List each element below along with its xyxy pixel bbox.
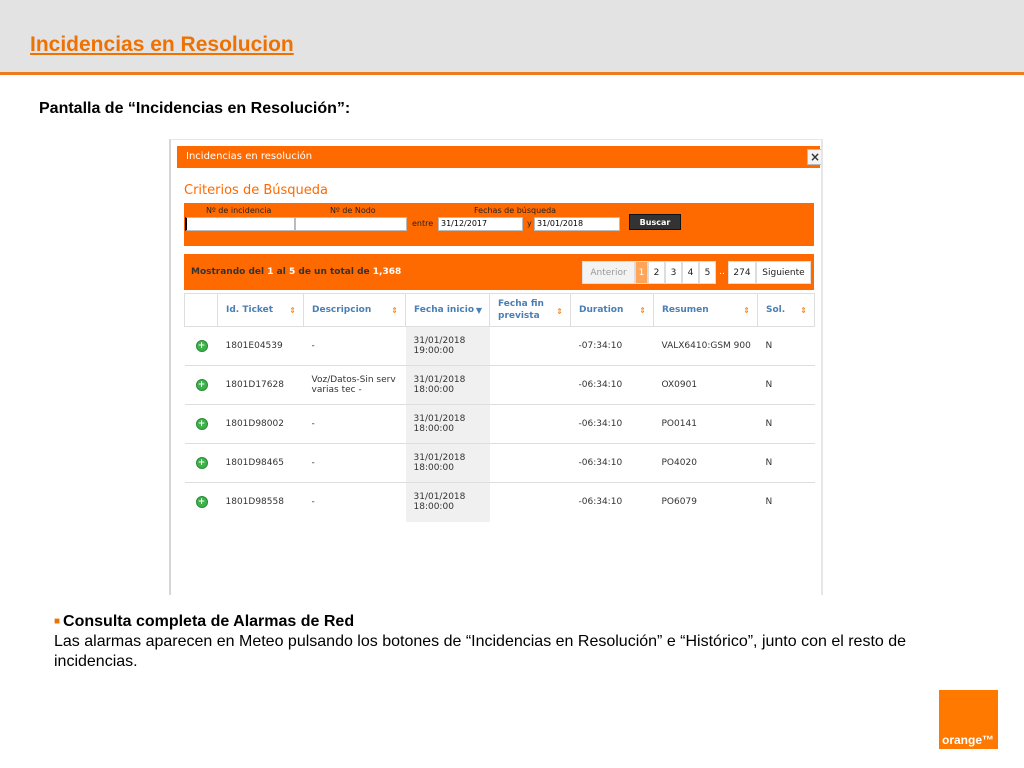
summary-cell: PO6079 <box>654 483 758 522</box>
start-date-cell <box>406 405 490 444</box>
row-action-cell <box>185 366 218 405</box>
table-header-row <box>185 294 815 327</box>
column-header-ticket[interactable] <box>218 294 304 327</box>
add-circle-icon[interactable]: + <box>196 496 208 508</box>
start-time: 18:00:00 <box>413 463 454 473</box>
sort-arrows-icon[interactable]: ⇕ <box>391 306 398 315</box>
start-time: 19:00:00 <box>413 346 454 356</box>
between-label: entre <box>412 219 434 228</box>
start-date: 31/01/2018 <box>413 453 466 463</box>
incidents-table <box>184 293 815 522</box>
sort-down-icon[interactable]: ▼ <box>475 306 482 315</box>
sol-cell: N <box>758 327 815 366</box>
sort-arrows-icon[interactable]: ⇕ <box>639 306 646 315</box>
bullet-title: Consulta completa de Alarmas de Red <box>63 613 355 630</box>
ticket-cell: 1801D17628 <box>218 366 304 405</box>
showing-of-total: de un total de <box>298 267 370 277</box>
header-sol-label: Sol. <box>766 305 786 315</box>
header-ticket-label: Id. Ticket <box>226 305 274 315</box>
page-button-1[interactable]: 1 <box>635 261 648 284</box>
description-cell: Voz/Datos-Sin serv varias tec - <box>304 366 406 405</box>
header-start-label: Fecha inicio <box>414 305 475 315</box>
logo-text: orange™ <box>942 733 995 747</box>
showing-total: 1,368 <box>372 267 402 277</box>
description-cell: - <box>304 327 406 366</box>
search-dates-label: Fechas de búsqueda <box>474 206 557 215</box>
expected-end-cell <box>490 327 571 366</box>
pagination <box>582 261 811 284</box>
page-button-5[interactable]: 5 <box>699 261 716 284</box>
start-time: 18:00:00 <box>413 502 454 513</box>
header-expected-label: Fecha fin prevista <box>498 299 544 321</box>
date-to-input[interactable]: 31/01/2018 <box>534 217 620 231</box>
page-button-2[interactable]: 2 <box>648 261 665 284</box>
summary-cell: OX0901 <box>654 366 758 405</box>
table-row[interactable] <box>185 327 815 366</box>
slide-title: Incidencias en Resolucion <box>30 33 294 56</box>
search-panel <box>184 203 814 246</box>
dialog-titlebar <box>177 146 820 168</box>
column-header-duration[interactable] <box>571 294 654 327</box>
expected-end-cell <box>490 405 571 444</box>
start-date-cell <box>406 327 490 366</box>
start-date: 31/01/2018 <box>413 375 466 385</box>
summary-cell: VALX6410:GSM 900 <box>654 327 758 366</box>
ticket-cell: 1801D98002 <box>218 405 304 444</box>
ticket-cell: 1801D98558 <box>218 483 304 522</box>
showing-prefix: Mostrando del <box>191 267 265 277</box>
duration-cell: -07:34:10 <box>571 327 654 366</box>
duration-cell: -06:34:10 <box>571 405 654 444</box>
column-header-expected-end[interactable] <box>490 294 571 327</box>
table-row[interactable] <box>185 405 815 444</box>
showing-mid: al <box>276 267 286 277</box>
close-icon[interactable]: × <box>807 149 823 165</box>
add-circle-icon[interactable]: + <box>196 379 208 391</box>
bullet-note <box>54 612 954 672</box>
add-circle-icon[interactable]: + <box>196 340 208 352</box>
search-button[interactable]: Buscar <box>629 214 681 230</box>
results-bar <box>184 254 814 290</box>
expected-end-cell <box>490 444 571 483</box>
showing-to: 5 <box>288 267 296 277</box>
header-summary-label: Resumen <box>662 305 709 315</box>
search-criteria-heading: Criterios de Búsqueda <box>184 183 328 198</box>
node-number-input[interactable] <box>295 217 407 231</box>
row-action-cell <box>185 405 218 444</box>
bullet-marker: ■ <box>54 616 61 627</box>
showing-from: 1 <box>267 267 274 277</box>
start-date: 31/01/2018 <box>413 414 466 424</box>
incident-number-input[interactable] <box>185 217 295 231</box>
header-description-label: Descripcion <box>312 305 372 315</box>
add-circle-icon[interactable]: + <box>196 457 208 469</box>
column-header-start-date[interactable] <box>406 294 490 327</box>
description-cell: - <box>304 405 406 444</box>
description-cell: - <box>304 444 406 483</box>
column-header-sol[interactable] <box>758 294 815 327</box>
and-label: y <box>527 219 532 228</box>
column-header-summary[interactable] <box>654 294 758 327</box>
start-date-cell <box>406 444 490 483</box>
bullet-title-line <box>54 612 954 632</box>
start-date-cell <box>406 366 490 405</box>
header-duration-label: Duration <box>579 305 624 315</box>
slide-subtitle: Pantalla de “Incidencias en Resolución”: <box>39 100 351 117</box>
expected-end-cell <box>490 366 571 405</box>
row-action-cell <box>185 444 218 483</box>
column-header-description[interactable] <box>304 294 406 327</box>
date-from-input[interactable]: 31/12/2017 <box>438 217 523 231</box>
start-time: 18:00:00 <box>413 424 454 434</box>
row-action-cell <box>185 327 218 366</box>
start-time: 18:00:00 <box>413 385 454 395</box>
table-row[interactable] <box>185 366 815 405</box>
sort-arrows-icon[interactable]: ⇕ <box>556 307 563 316</box>
duration-cell: -06:34:10 <box>571 366 654 405</box>
header-divider <box>0 72 1024 75</box>
sol-cell: N <box>758 483 815 522</box>
duration-cell: -06:34:10 <box>571 444 654 483</box>
row-action-cell <box>185 483 218 522</box>
summary-cell: PO4020 <box>654 444 758 483</box>
sort-arrows-icon[interactable]: ⇕ <box>743 306 750 315</box>
page-button-3[interactable]: 3 <box>665 261 682 284</box>
start-date-cell <box>406 483 490 522</box>
description-cell: - <box>304 483 406 522</box>
summary-cell: PO0141 <box>654 405 758 444</box>
dialog-title: Incidencias en resolución <box>186 151 313 162</box>
duration-cell: -06:34:10 <box>571 483 654 522</box>
add-circle-icon[interactable]: + <box>196 418 208 430</box>
sol-cell: N <box>758 444 815 483</box>
sort-arrows-icon[interactable]: ⇕ <box>800 306 807 315</box>
bullet-body: Las alarmas aparecen en Meteo pulsando los botones de “Incidencias en Resolución” e “Histórico”, junto con el resto de incidencias. <box>54 633 907 670</box>
screenshot-frame <box>169 139 823 595</box>
next-page-button[interactable]: Siguiente <box>756 261 811 284</box>
sol-cell: N <box>758 405 815 444</box>
table-row[interactable] <box>185 483 815 522</box>
page-button-last[interactable]: 274 <box>728 261 756 284</box>
ticket-cell: 1801D98465 <box>218 444 304 483</box>
orange-logo <box>939 690 998 749</box>
start-date: 31/01/2018 <box>413 492 466 503</box>
column-header-action <box>185 294 218 327</box>
table-row[interactable] <box>185 444 815 483</box>
previous-page-button[interactable]: Anterior <box>582 261 635 284</box>
incident-number-label: Nº de incidencia <box>206 206 272 215</box>
sol-cell: N <box>758 366 815 405</box>
pagination-ellipsis: .. <box>716 261 728 284</box>
expected-end-cell <box>490 483 571 522</box>
results-summary <box>191 267 401 277</box>
node-number-label: Nº de Nodo <box>330 206 376 215</box>
page-button-4[interactable]: 4 <box>682 261 699 284</box>
start-date: 31/01/2018 <box>413 336 466 346</box>
ticket-cell: 1801E04539 <box>218 327 304 366</box>
sort-arrows-icon[interactable]: ⇕ <box>289 306 296 315</box>
